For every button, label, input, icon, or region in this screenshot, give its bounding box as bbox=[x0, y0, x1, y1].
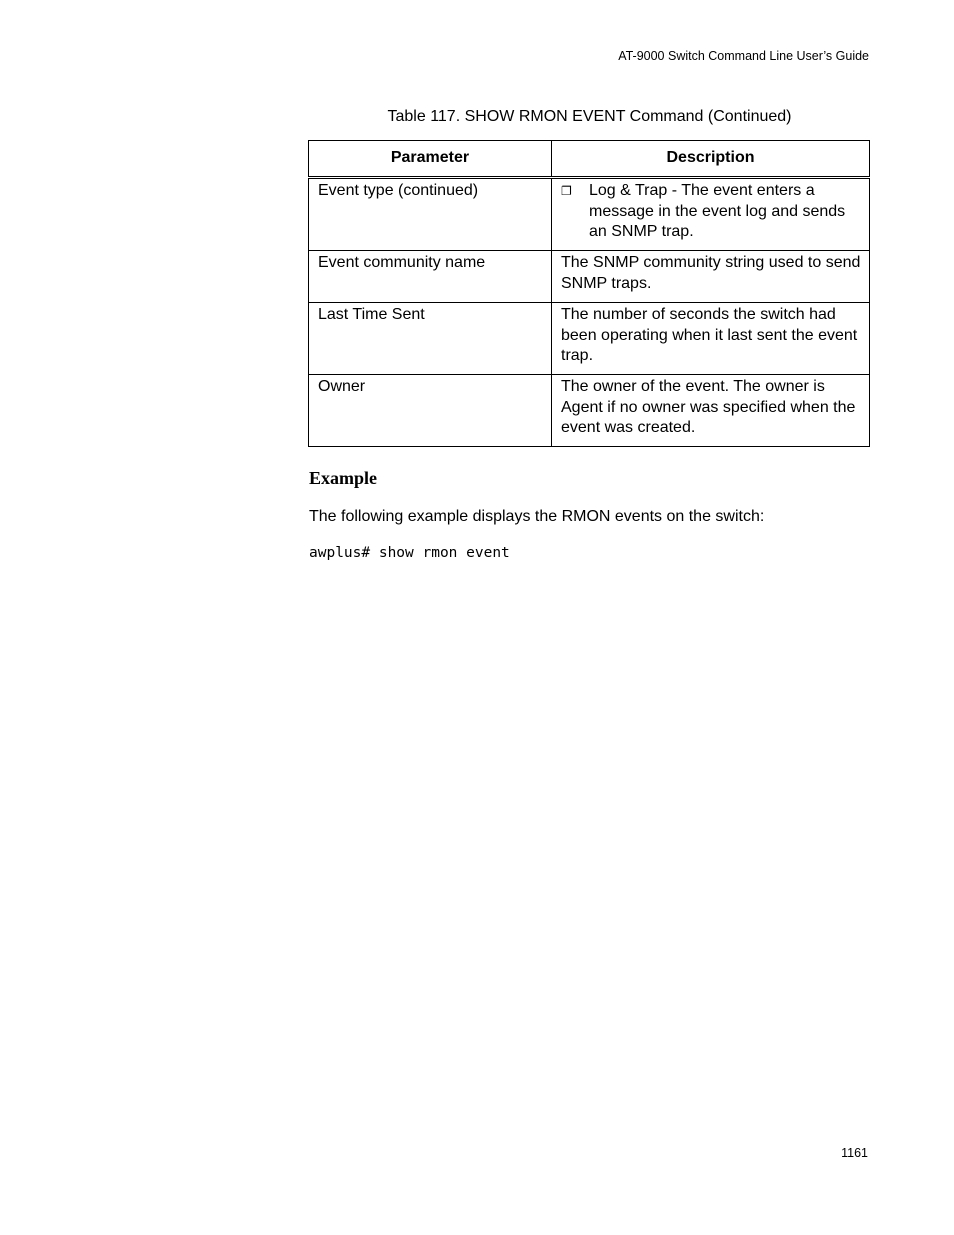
bullet-text: Log & Trap - The event enters a message in the event log and sends an SNMP trap. bbox=[589, 182, 846, 240]
table-header-row bbox=[309, 141, 870, 178]
parameter-cell: Event type (continued) bbox=[309, 178, 552, 251]
description-cell: The SNMP community string used to send SNMP traps. bbox=[552, 251, 870, 303]
checkbox-bullet-icon: ❐ bbox=[561, 184, 572, 198]
example-body-text: The following example displays the RMON events on the switch: bbox=[309, 508, 765, 525]
parameter-cell: Event community name bbox=[309, 251, 552, 303]
description-cell: The owner of the event. The owner is Agent if no owner was specified when the event was created. bbox=[552, 375, 870, 447]
code-example: awplus# show rmon event bbox=[309, 545, 510, 561]
table-row bbox=[309, 251, 870, 303]
table-row bbox=[309, 303, 870, 375]
table-caption: Table 117. SHOW RMON EVENT Command (Continued) bbox=[387, 108, 792, 125]
page-number: 1161 bbox=[841, 1146, 868, 1160]
table-row bbox=[309, 178, 870, 251]
parameter-cell: Last Time Sent bbox=[309, 303, 552, 375]
running-header: AT-9000 Switch Command Line User’s Guide bbox=[618, 49, 869, 63]
table-row bbox=[309, 375, 870, 447]
description-cell bbox=[552, 178, 870, 251]
parameter-cell: Owner bbox=[309, 375, 552, 447]
column-header-parameter: Parameter bbox=[309, 141, 552, 178]
bullet-list-item bbox=[561, 181, 861, 243]
column-header-description: Description bbox=[552, 141, 870, 178]
example-heading: Example bbox=[309, 468, 378, 488]
description-cell: The number of seconds the switch had been operating when it last sent the event trap. bbox=[552, 303, 870, 375]
parameter-table bbox=[308, 140, 870, 447]
